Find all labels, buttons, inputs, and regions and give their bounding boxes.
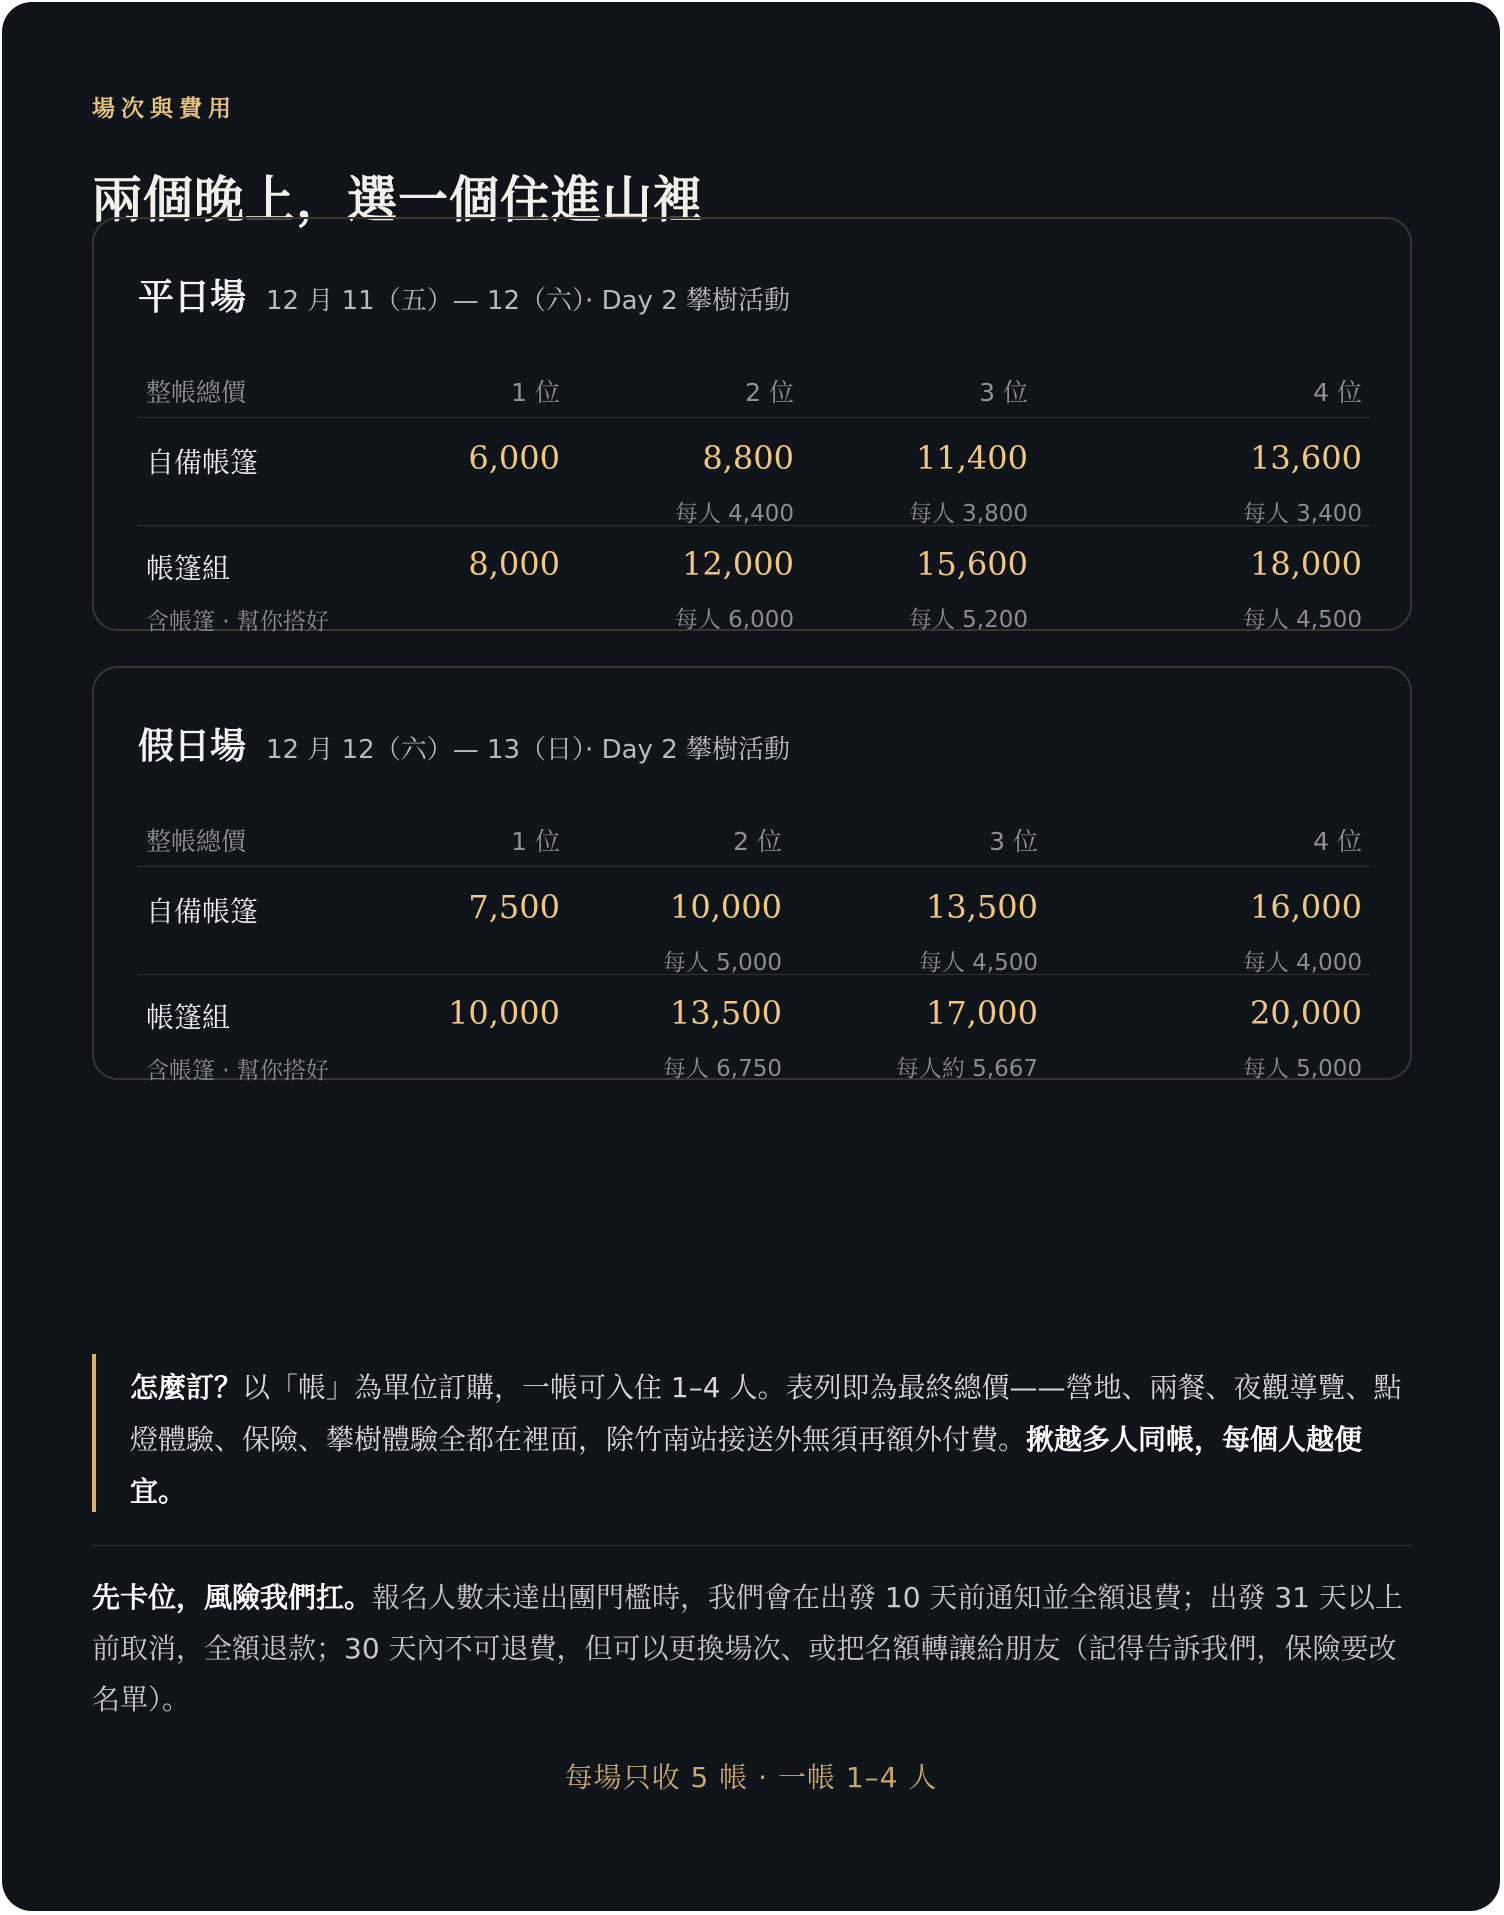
- price-2: 10,000: [670, 888, 782, 926]
- pricing-card: [2, 2, 1500, 1911]
- session-name: 假日場: [138, 726, 247, 767]
- price-2: 8,800: [702, 439, 794, 477]
- session-header: [138, 718, 790, 769]
- per-person-2: 每人 4,400: [674, 501, 794, 527]
- row-label: 帳篷組: [146, 552, 231, 585]
- price-2: 13,500: [670, 994, 782, 1032]
- note-emphasis: 揪越多人同帳，每個人越便宜。: [130, 1423, 1363, 1508]
- session-header: [138, 269, 790, 320]
- price-1: 7,500: [468, 888, 560, 926]
- divider: [92, 1545, 1412, 1546]
- policy-body: 報名人數未達出團門檻時，我們會在出發 10 天前通知並全額退費；出發 31 天以上前取消，全額退款；30 天內不可退費，但可以更換場次、或把名額轉讓給朋友（記得告訴我們，保險要改名單）。: [92, 1581, 1403, 1716]
- price-1: 6,000: [468, 439, 560, 477]
- per-person-3: 每人 4,500: [918, 950, 1038, 976]
- per-person-3: 每人 3,800: [908, 501, 1028, 527]
- price-1: 8,000: [468, 545, 560, 583]
- header-2-person: 2 位: [745, 378, 794, 407]
- row-label: 自備帳篷: [146, 446, 259, 479]
- price-4: 16,000: [1250, 888, 1362, 926]
- header-1-person: 1 位: [511, 378, 560, 407]
- page-title: 兩個晚上，選一個住進山裡: [92, 170, 704, 229]
- per-person-4: 每人 3,400: [1242, 501, 1362, 527]
- table-header: [138, 367, 1370, 418]
- header-label: 整帳總價: [146, 378, 247, 407]
- note-lead: 怎麼訂？: [130, 1371, 243, 1404]
- header-3-person: 3 位: [979, 378, 1028, 407]
- refund-policy: [92, 1572, 1422, 1725]
- per-person-2: 每人 6,750: [662, 1056, 782, 1082]
- price-4: 18,000: [1250, 545, 1362, 583]
- booking-note: [92, 1354, 1412, 1512]
- session-dates: 12 月 11（五）— 12（六）· Day 2 攀樹活動: [266, 286, 791, 316]
- table-row: [138, 974, 1370, 1084]
- price-4: 20,000: [1250, 994, 1362, 1032]
- price-3: 11,400: [916, 439, 1028, 477]
- per-person-3: 每人 5,200: [908, 607, 1028, 633]
- row-sublabel: 含帳篷 · 幫你搭好: [146, 1058, 329, 1084]
- header-label: 整帳總價: [146, 827, 247, 856]
- price-3: 17,000: [926, 994, 1038, 1032]
- price-4: 13,600: [1250, 439, 1362, 477]
- note-body: 以「帳」為單位訂購，一帳可入住 1–4 人。表列即為最終總價——營地、兩餐、夜觀導覽、點燈體驗、保險、攀樹體驗全都在裡面，除竹南站接送外無須再額外付費。: [130, 1371, 1402, 1456]
- table-row: [138, 868, 1370, 975]
- row-label: 帳篷組: [146, 1001, 231, 1034]
- per-person-4: 每人 4,000: [1242, 950, 1362, 976]
- price-3: 13,500: [926, 888, 1038, 926]
- header-3-person: 3 位: [989, 827, 1038, 856]
- per-person-2: 每人 6,000: [674, 607, 794, 633]
- price-3: 15,600: [916, 545, 1028, 583]
- price-1: 10,000: [448, 994, 560, 1032]
- row-label: 自備帳篷: [146, 895, 259, 928]
- session-dates: 12 月 12（六）— 13（日）· Day 2 攀樹活動: [266, 735, 791, 765]
- weekday-session-panel: [92, 217, 1412, 635]
- weekend-session-panel: [92, 666, 1412, 1084]
- per-person-4: 每人 5,000: [1242, 1056, 1362, 1082]
- session-name: 平日場: [138, 277, 247, 318]
- row-sublabel: 含帳篷 · 幫你搭好: [146, 609, 329, 635]
- section-eyebrow: 場次與費用: [92, 96, 237, 122]
- table-row: [138, 525, 1370, 635]
- header-2-person: 2 位: [733, 827, 782, 856]
- header-4-person: 4 位: [1313, 378, 1362, 407]
- table-header: [138, 816, 1370, 867]
- table-row: [138, 419, 1370, 526]
- per-person-3: 每人約 5,667: [895, 1056, 1038, 1082]
- header-4-person: 4 位: [1313, 827, 1362, 856]
- header-1-person: 1 位: [511, 827, 560, 856]
- price-2: 12,000: [682, 545, 794, 583]
- per-person-2: 每人 5,000: [662, 950, 782, 976]
- per-person-4: 每人 4,500: [1242, 607, 1362, 633]
- capacity-footer: 每場只收 5 帳 · 一帳 1–4 人: [564, 1761, 938, 1794]
- policy-lead: 先卡位，風險我們扛。: [92, 1581, 373, 1614]
